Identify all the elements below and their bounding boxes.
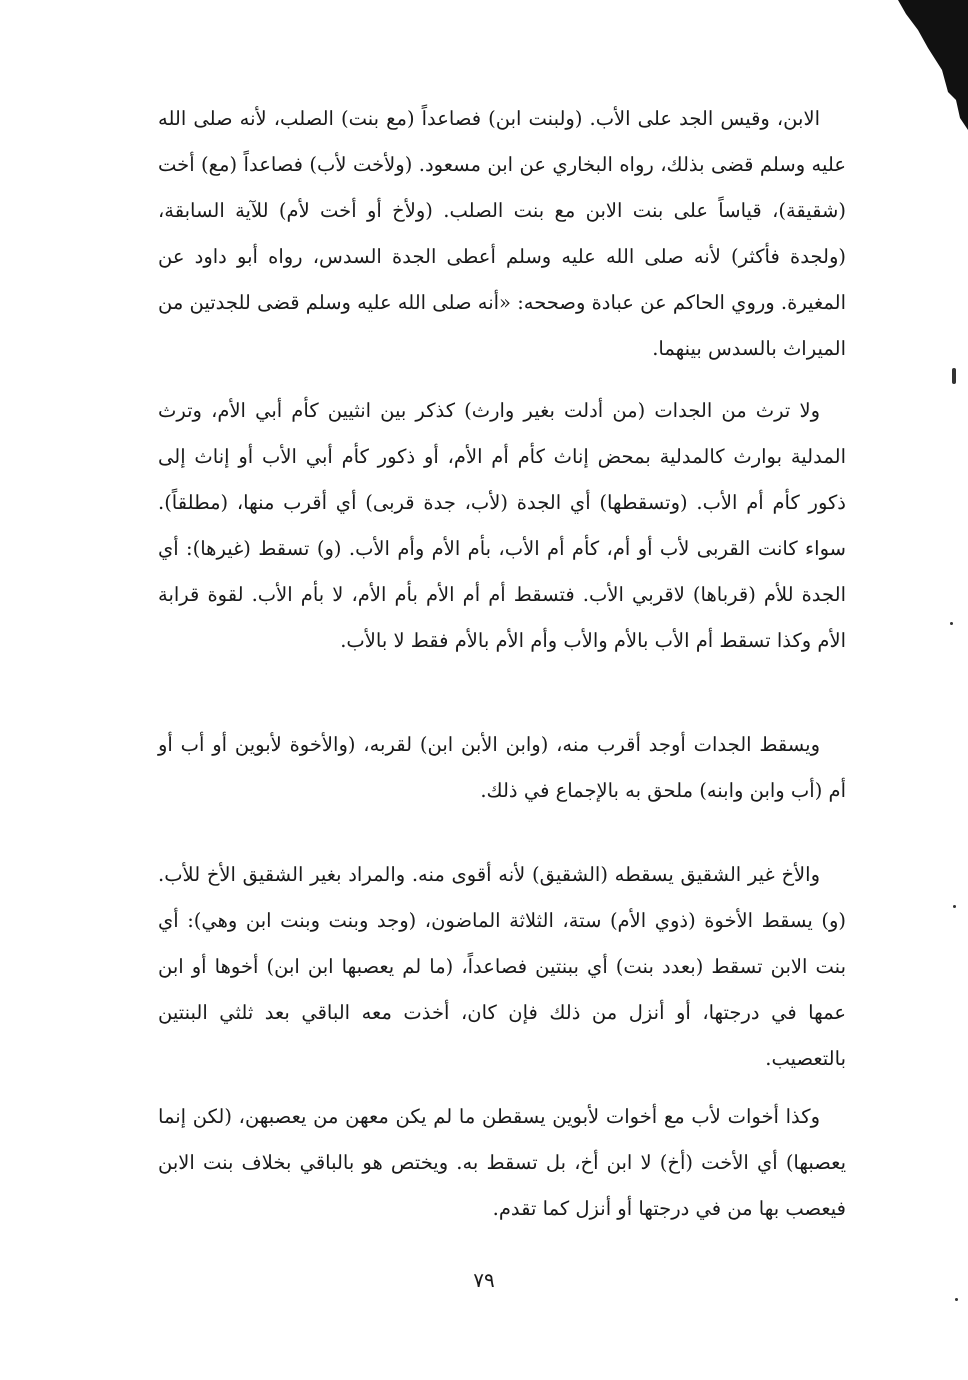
paragraph-5: وكذا أخوات لأب مع أخوات لأبوين يسقطن ما لم يكن معهن من يعصبهن، (لكن إنما يعصبها) أي الأخت (أخ) لا ابن أخ، بل تسقط به. ويختص هو بالباقي بخلاف بنت الابن فيعصب بها من في درجتها أو أنزل كما تقدم. bbox=[158, 1105, 846, 1220]
paragraph-1: الابن، وقيس الجد على الأب. (ولبنت ابن) فصاعداً (مع بنت) الصلب، لأنه صلى الله عليه وسلم قضى بذلك، رواه البخاري عن ابن مسعود. (ولأخت لأب) فصاعداً (مع) أخت (شقيقة)، قياساً على بنت الابن مع بنت الصلب. (ولأخ أو أخت لأم) للآية السابقة، (ولجدة فأكثر) لأنه صلى الله عليه وسلم أعطى الجدة السدس، رواه أبو داود عن المغيرة. وروي الحاكم عن عبادة وصححه: «أنه صلى الله عليه وسلم قضى للجدتين من الميراث بالسدس بينهما. bbox=[158, 107, 846, 360]
page-corner-stain bbox=[898, 0, 968, 130]
paragraph-4: والأخ غير الشقيق يسقطه (الشقيق) لأنه أقوى منه. والمراد بغير الشقيق الأخ للأب. (و) يسقط الأخوة (ذوي الأم) ستة، الثلاثة الماضون، (وجد وبنت وبنت ابن وهي): أي بنت الابن تسقط (بعدد بنت) أي ببنتين فصاعداً، (ما لم يعصبها ابن ابن) أخوها أو ابن عمها في درجتها، أو أنزل من ذلك فإن كان، أخذت معه الباقي بعد ثلثي البنتين بالتعصيب. bbox=[158, 863, 846, 1070]
page-number: ٧٩ bbox=[473, 1268, 495, 1292]
scan-speck bbox=[950, 622, 953, 625]
scan-speck bbox=[955, 1298, 958, 1301]
paragraph-3: ويسقط الجدات أوجد أقرب منه، (وابن الأبن ابن) لقربه، (والأخوة لأبوين أو أب أو أم (أب وابن وابنه) ملحق به بالإجماع في ذلك. bbox=[158, 733, 846, 802]
paragraph-2: ولا ترث من الجدات (من أدلت بغير وارث) كذكر بين انثيين كأم أبي الأم، وترث المدلية بوارث كالمدلية بمحض إناث كأم أم الأم، أو ذكور كأم أبي الأب أو إناث إلى ذكور كأم أم الأب. (وتسقطها) أي الجدة (لأب، جدة قربى) أي أقرب منها، (مطلقاً). سواء كانت القربى لأب أو أم، كأم أم الأب، بأم الأم وأم الأب. (و) تسقط (غيرها): أي الجدة للأم (قرباها) لاقربي الأب. فتسقط أم أم الأم بأم الأم، لا بأم الأب. لقوة قرابة الأم وكذا تسقط أم الأب بالأم والأب وأم الأم بالأم فقط لا بالأب. bbox=[158, 399, 846, 652]
scan-speck bbox=[953, 905, 956, 908]
scan-speck bbox=[952, 368, 956, 384]
